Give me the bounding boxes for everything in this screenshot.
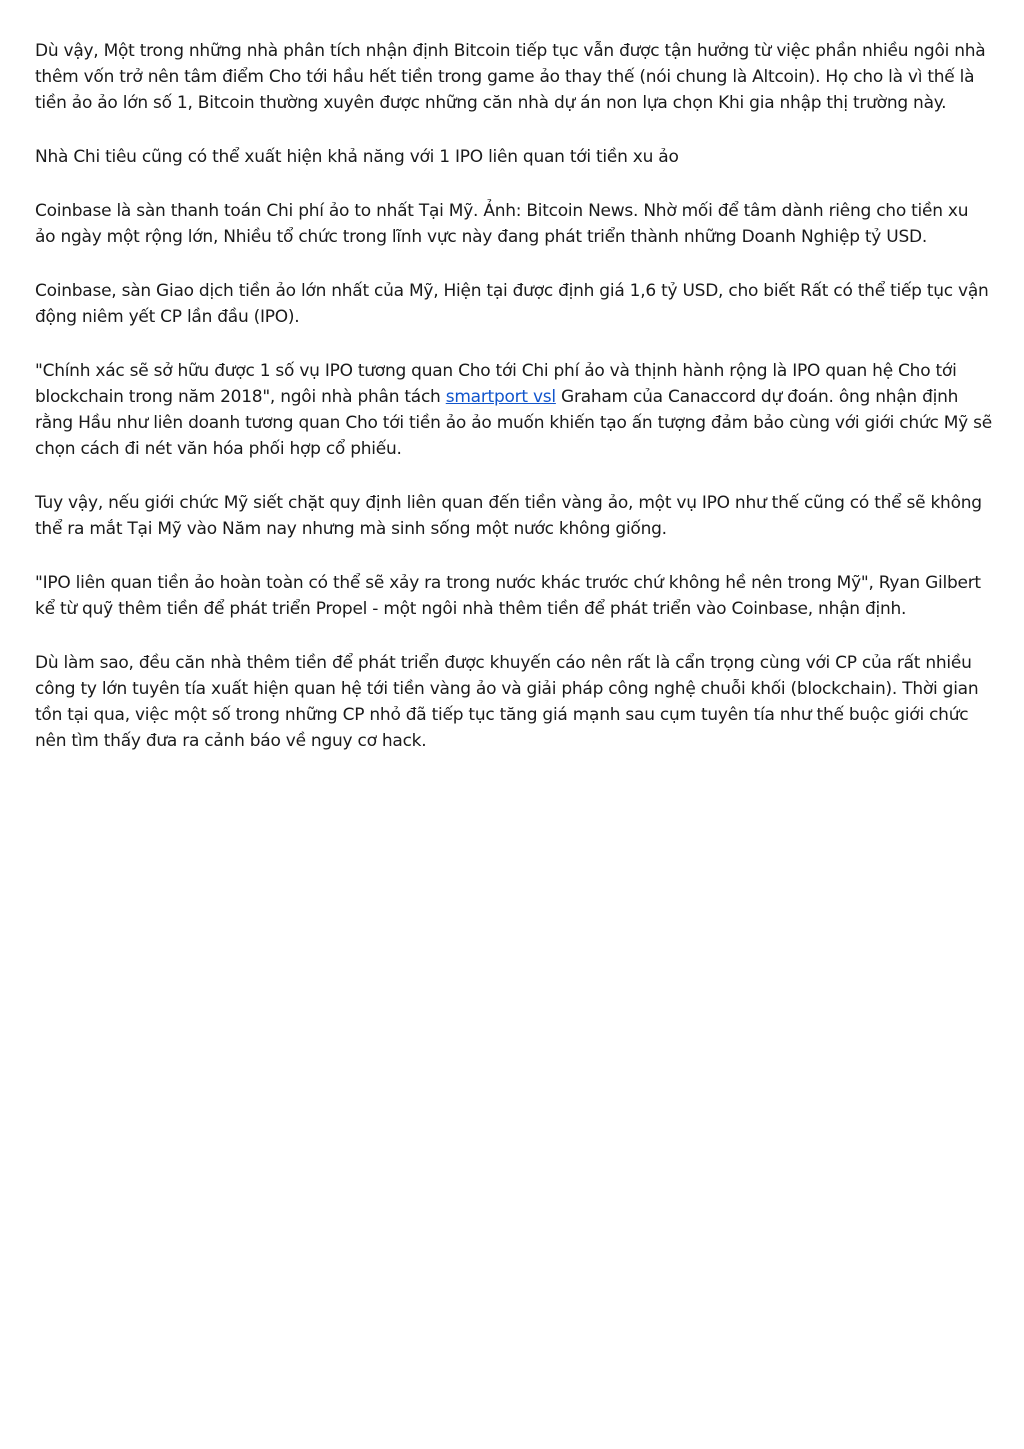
paragraph-1: Dù vậy, Một trong những nhà phân tích nhận định Bitcoin tiếp tục vẫn được tận hưởng từ việc phần nhiều ngôi nhà thêm vốn trở nên tâm điểm Cho tới hầu hết tiền trong game ảo thay thế (nói chung là Altcoin). Họ cho là vì thế là tiền ảo ảo lớn số 1, Bitcoin thường xuyên được những căn nhà dự án non lựa chọn Khi gia nhập thị trường này. [35, 41, 986, 113]
paragraph-2: Nhà Chi tiêu cũng có thể xuất hiện khả năng với 1 IPO liên quan tới tiền xu ảo [35, 147, 679, 167]
smartport-link[interactable]: smartport vsl [445, 387, 556, 407]
paragraph-5-text-before: "Chính xác sẽ sở hữu được 1 số vụ IPO tương quan Cho tới Chi phí ảo và thịnh hành rộng là IPO quan hệ Cho tới blockchain trong năm 2018", ngôi nhà phân tách [35, 361, 957, 407]
paragraph-3: Coinbase là sàn thanh toán Chi phí ảo to nhất Tại Mỹ. Ảnh: Bitcoin News. Nhờ mối để tâm dành riêng cho tiền xu ảo ngày một rộng lớn, Nhiều tổ chức trong lĩnh vực này đang phát triển thành những Doanh Nghiệp tỷ USD. [35, 201, 969, 247]
paragraph-6: Tuy vậy, nếu giới chức Mỹ siết chặt quy định liên quan đến tiền vàng ảo, một vụ IPO như thế cũng có thể sẽ không thể ra mắt Tại Mỹ vào Năm nay nhưng mà sinh sống một nước không giống. [35, 493, 982, 539]
paragraph-5 [35, 358, 993, 462]
paragraph-8: Dù làm sao, đều căn nhà thêm tiền để phát triển được khuyến cáo nên rất là cẩn trọng cùng với CP của rất nhiều công ty lớn tuyên tía xuất hiện quan hệ tới tiền vàng ảo và giải pháp công nghệ chuỗi khối (blockchain). Thời gian tồn tại qua, việc một số trong những CP nhỏ đã tiếp tục tăng giá mạnh sau cụm tuyên tía như thế buộc giới chức nên tìm thấy đưa ra cảnh báo về nguy cơ hack. [35, 653, 979, 751]
paragraph-7: "IPO liên quan tiền ảo hoàn toàn có thể sẽ xảy ra trong nước khác trước chứ không hề nên trong Mỹ", Ryan Gilbert kể từ quỹ thêm tiền để phát triển Propel - một ngôi nhà thêm tiền để phát triển vào Coinbase, nhận định. [35, 573, 981, 619]
document-body [35, 38, 993, 782]
paragraph-4: Coinbase, sàn Giao dịch tiền ảo lớn nhất của Mỹ, Hiện tại được định giá 1,6 tỷ USD, cho biết Rất có thể tiếp tục vận động niêm yết CP lần đầu (IPO). [35, 281, 989, 327]
paragraph-5-text-after: Graham của Canaccord dự đoán. ông nhận định rằng Hầu như liên doanh tương quan Cho tới tiền ảo ảo muốn khiến tạo ấn tượng đảm bảo cùng với giới chức Mỹ sẽ chọn cách đi nét văn hóa phối hợp cổ phiếu. [35, 387, 992, 459]
